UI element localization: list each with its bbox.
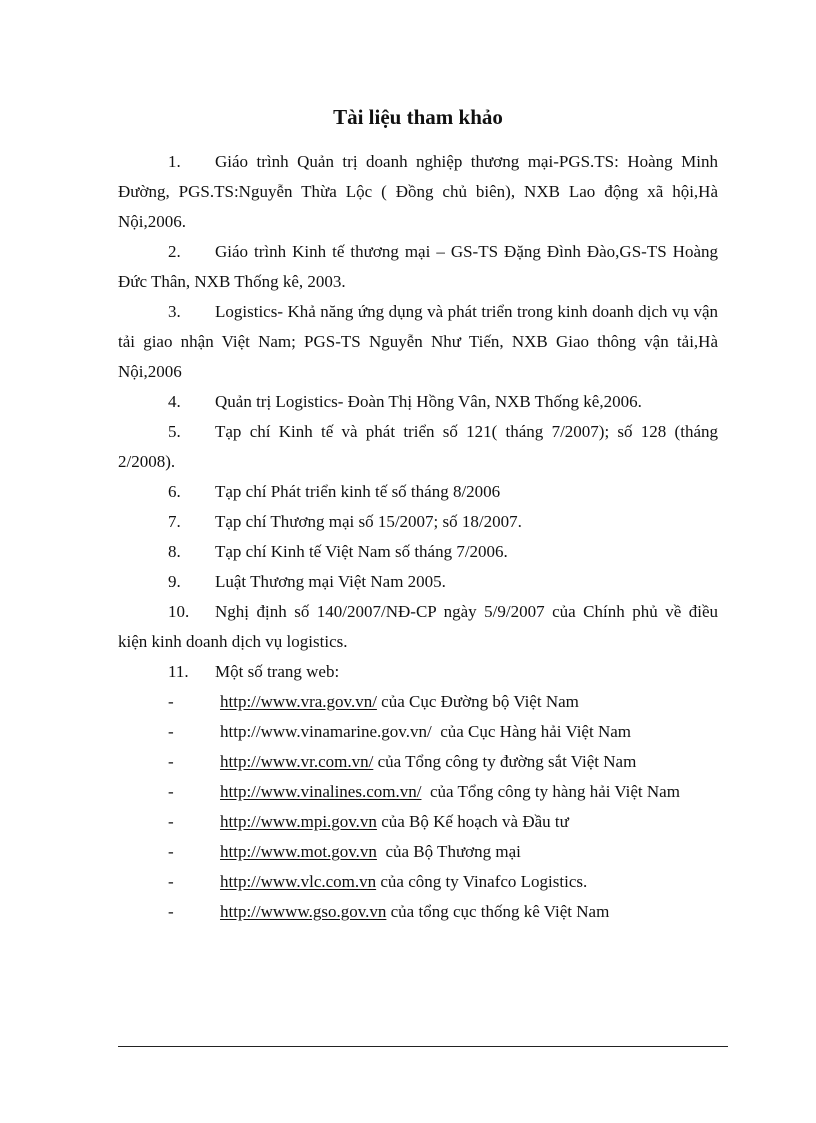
- website-link[interactable]: http://www.mot.gov.vn: [220, 842, 377, 861]
- reference-number: 8.: [168, 542, 181, 561]
- reference-item: [118, 387, 718, 417]
- list-dash: -: [168, 842, 174, 861]
- reference-item: [118, 507, 718, 537]
- reference-number: 9.: [168, 572, 181, 591]
- reference-item: [118, 477, 718, 507]
- list-dash: -: [168, 782, 174, 801]
- reference-text: Một số trang web:: [215, 662, 340, 681]
- website-item: [118, 747, 718, 777]
- website-item: [118, 897, 718, 927]
- reference-number: 10.: [168, 602, 190, 621]
- reference-number: 2.: [168, 242, 181, 261]
- website-item: [118, 867, 718, 897]
- reference-text: Tạp chí Kinh tế Việt Nam số tháng 7/2006.: [215, 542, 508, 561]
- website-link[interactable]: http://www.vinalines.com.vn/: [220, 782, 422, 801]
- website-link[interactable]: http://www.vinamarine.gov.vn/: [220, 722, 432, 741]
- footer-divider: [118, 1046, 728, 1047]
- reference-text: Quản trị Logistics- Đoàn Thị Hồng Vân, NXB Thống kê,2006.: [215, 392, 642, 411]
- website-description: của Tổng công ty hàng hải Việt Nam: [429, 782, 680, 801]
- reference-item: [118, 297, 718, 387]
- references-list: [118, 147, 718, 927]
- list-dash: -: [168, 692, 174, 711]
- reference-item: [118, 237, 718, 297]
- website-description: của Bộ Kế hoạch và Đầu tư: [381, 812, 569, 831]
- reference-number: 3.: [168, 302, 181, 321]
- list-dash: -: [168, 872, 174, 891]
- website-item: [118, 717, 718, 747]
- reference-text: Tạp chí Phát triển kinh tế số tháng 8/2006: [215, 482, 501, 501]
- website-link[interactable]: http://wwww.gso.gov.vn: [220, 902, 387, 921]
- reference-text: Tạp chí Thương mại số 15/2007; số 18/2007.: [215, 512, 522, 531]
- list-dash: -: [168, 752, 174, 771]
- website-description: của Bộ Thương mại: [385, 842, 521, 861]
- website-item: [118, 807, 718, 837]
- reference-text: Luật Thương mại Việt Nam 2005.: [215, 572, 446, 591]
- reference-number: 6.: [168, 482, 181, 501]
- reference-item: [118, 597, 718, 657]
- reference-item: [118, 567, 718, 597]
- list-dash: -: [168, 812, 174, 831]
- reference-text: Nghị định số 140/2007/NĐ-CP ngày 5/9/2007 của Chính phủ về điều kiện kinh doanh dịch vụ logistics.: [118, 602, 718, 651]
- page-title: Tài liệu tham khảo: [333, 105, 503, 129]
- reference-text: Tạp chí Kinh tế và phát triển số 121( tháng 7/2007); số 128 (tháng 2/2008).: [118, 422, 718, 471]
- reference-number: 5.: [168, 422, 181, 441]
- website-item: [118, 777, 718, 807]
- list-dash: -: [168, 902, 174, 921]
- website-link[interactable]: http://www.mpi.gov.vn: [220, 812, 377, 831]
- reference-number: 7.: [168, 512, 181, 531]
- reference-text: Giáo trình Quản trị doanh nghiệp thương mại-PGS.TS: Hoàng Minh Đường, PGS.TS:Nguyễn Thừa Lộc ( Đồng chủ biên), NXB Lao động xã hội,Hà Nội,2006.: [118, 152, 718, 231]
- website-link[interactable]: http://www.vlc.com.vn: [220, 872, 377, 891]
- website-description: của Cục Hàng hải Việt Nam: [440, 722, 631, 741]
- reference-item: [118, 417, 718, 477]
- list-dash: -: [168, 722, 174, 741]
- reference-number: 1.: [168, 152, 181, 171]
- reference-number: 11.: [168, 662, 189, 681]
- website-link[interactable]: http://www.vra.gov.vn/: [220, 692, 377, 711]
- website-item: [118, 837, 718, 867]
- reference-text: Giáo trình Kinh tế thương mại – GS-TS Đặng Đình Đào,GS-TS Hoàng Đức Thân, NXB Thống kê, 2003.: [118, 242, 718, 291]
- reference-item: [118, 537, 718, 567]
- website-description: của Cục Đường bộ Việt Nam: [381, 692, 579, 711]
- website-description: của công ty Vinafco Logistics.: [380, 872, 588, 891]
- reference-item: [118, 657, 718, 687]
- website-link[interactable]: http://www.vr.com.vn/: [220, 752, 374, 771]
- reference-number: 4.: [168, 392, 181, 411]
- website-item: [118, 687, 718, 717]
- reference-text: Logistics- Khả năng ứng dụng và phát triển trong kinh doanh dịch vụ vận tải giao nhận Việt Nam; PGS-TS Nguyễn Như Tiến, NXB Giao thông vận tải,Hà Nội,2006: [118, 302, 718, 381]
- website-description: của Tổng công ty đường sắt Việt Nam: [377, 752, 637, 771]
- website-description: của tổng cục thống kê Việt Nam: [390, 902, 610, 921]
- reference-item: [118, 147, 718, 237]
